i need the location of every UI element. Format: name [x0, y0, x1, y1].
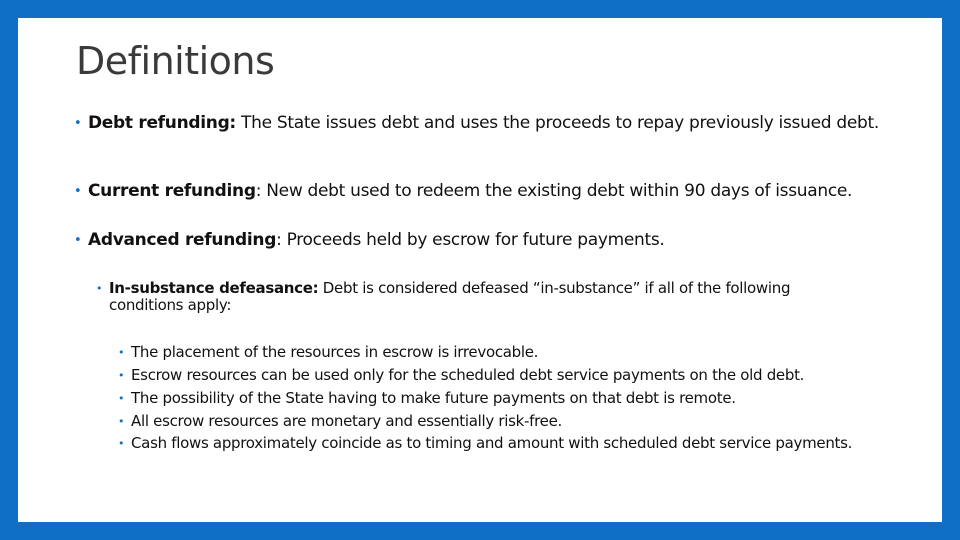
bullet-icon: •	[118, 437, 125, 450]
bullet-in-substance-defeasance	[96, 280, 866, 314]
bullet-icon: •	[118, 392, 125, 405]
bullet-text	[74, 232, 934, 249]
condition-text: Escrow resources can be used only for the scheduled debt service payments on the old debt.	[131, 366, 805, 384]
bullet-icon: •	[74, 184, 82, 199]
bullet-text	[74, 115, 934, 132]
condition-text: Cash flows approximately coincide as to timing and amount with scheduled debt service payments.	[131, 434, 853, 452]
bullet-text	[96, 280, 866, 314]
condition-item	[118, 413, 918, 430]
bullet-icon: •	[118, 369, 125, 382]
condition-text: The possibility of the State having to make future payments on that debt is remote.	[131, 389, 736, 407]
bullet-term: Advanced refunding	[88, 230, 277, 250]
condition-item	[118, 435, 878, 452]
condition-item	[118, 344, 918, 361]
slide-title: Definitions	[76, 39, 275, 83]
bullet-body: Debt is considered defeased “in-substance” if all of the following conditions apply:	[109, 279, 791, 314]
condition-item	[118, 367, 918, 384]
bullet-icon: •	[74, 233, 82, 248]
condition-text: The placement of the resources in escrow is irrevocable.	[131, 343, 539, 361]
condition-text: All escrow resources are monetary and essentially risk-free.	[131, 412, 562, 430]
bullet-term: In-substance defeasance:	[109, 279, 319, 297]
bullet-body: : Proceeds held by escrow for future payments.	[276, 230, 665, 250]
bullet-current-refunding	[74, 183, 934, 200]
bullet-icon: •	[118, 346, 125, 359]
bullet-icon: •	[96, 282, 103, 295]
bullet-advanced-refunding	[74, 232, 934, 249]
bullet-term: Current refunding	[88, 181, 256, 201]
bullet-icon: •	[74, 116, 82, 131]
bullet-body: The State issues debt and uses the proceeds to repay previously issued debt.	[235, 113, 879, 133]
bullet-body: : New debt used to redeem the existing debt within 90 days of issuance.	[255, 181, 853, 201]
bullet-debt-refunding	[74, 115, 934, 132]
bullet-term: Debt refunding:	[88, 113, 236, 133]
bullet-text	[74, 183, 934, 200]
bullet-icon: •	[118, 415, 125, 428]
condition-item	[118, 390, 918, 407]
